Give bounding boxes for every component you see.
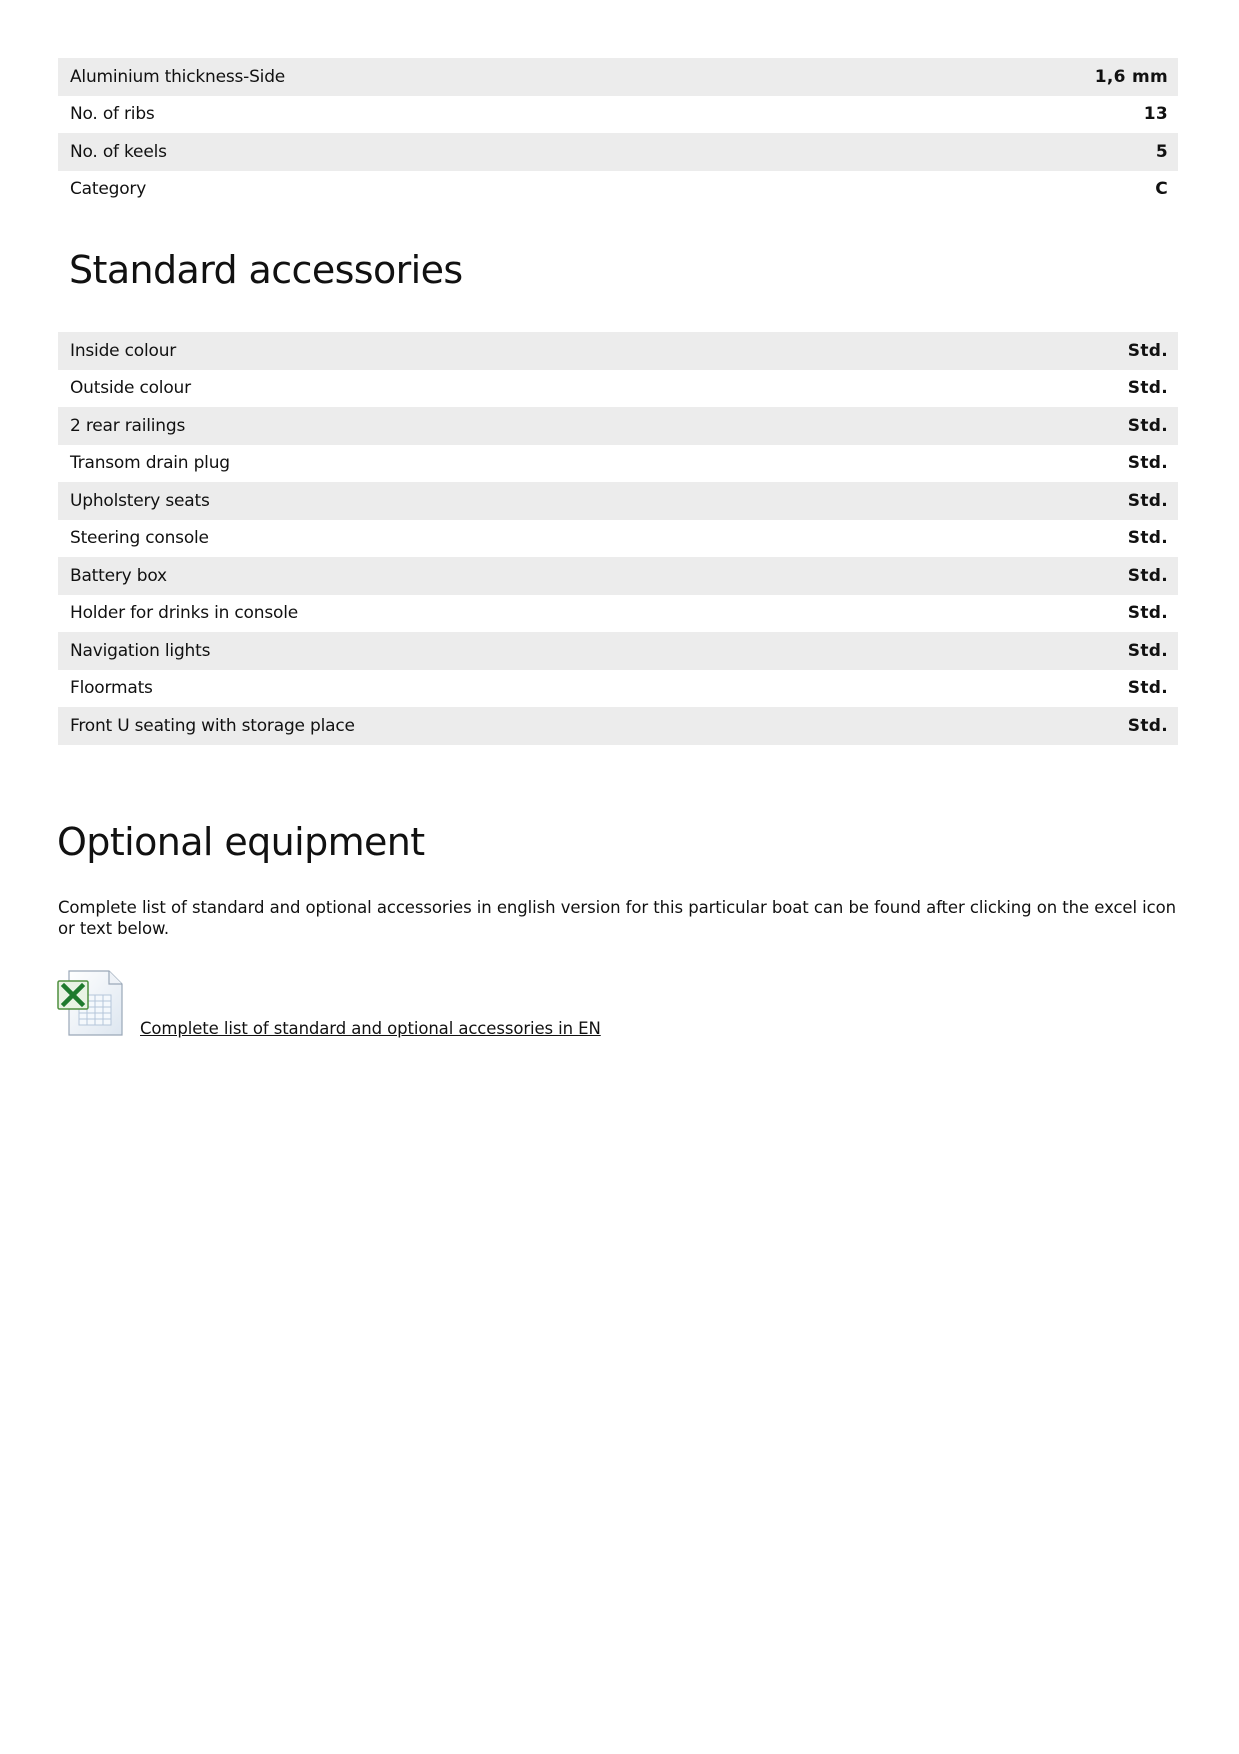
accessory-label: Inside colour	[70, 340, 177, 361]
table-row	[58, 707, 1178, 745]
table-row	[58, 595, 1178, 633]
standard-accessories-heading: Standard accessories	[69, 248, 463, 292]
accessory-value: Std.	[1127, 453, 1168, 474]
table-row	[58, 632, 1178, 670]
accessory-label: Transom drain plug	[70, 453, 230, 474]
accessory-label: Battery box	[70, 565, 167, 586]
accessory-value: Std.	[1127, 678, 1168, 699]
spec-value: C	[1155, 179, 1168, 200]
table-row	[58, 332, 1178, 370]
accessory-label: Steering console	[70, 528, 209, 549]
table-row	[58, 96, 1178, 134]
spec-value: 5	[1155, 141, 1168, 162]
spec-label: No. of ribs	[70, 104, 155, 125]
spec-label: Category	[70, 179, 147, 200]
accessory-value: Std.	[1127, 640, 1168, 661]
accessory-label: Outside colour	[70, 378, 191, 399]
spec-label: Aluminium thickness-Side	[70, 66, 286, 87]
table-row	[58, 445, 1178, 483]
accessory-label: Floormats	[70, 678, 153, 699]
accessory-value: Std.	[1127, 340, 1168, 361]
accessory-label: Upholstery seats	[70, 490, 210, 511]
optional-equipment-heading: Optional equipment	[57, 820, 425, 864]
accessory-value: Std.	[1127, 490, 1168, 511]
spec-value: 1,6 mm	[1094, 66, 1168, 87]
table-row	[58, 407, 1178, 445]
optional-equipment-description: Complete list of standard and optional accessories in english version for this particular boat can be found after clicking on the excel icon or text below.	[58, 898, 1176, 938]
accessory-label: 2 rear railings	[70, 415, 186, 436]
accessories-list-download-link[interactable]: Complete list of standard and optional accessories in EN	[140, 1019, 601, 1038]
table-row	[58, 58, 1178, 96]
excel-file-icon-graphic	[57, 969, 125, 1037]
accessory-value: Std.	[1127, 715, 1168, 736]
specifications-table	[58, 58, 1178, 208]
table-row	[58, 171, 1178, 209]
accessory-label: Holder for drinks in console	[70, 603, 298, 624]
table-row	[58, 520, 1178, 558]
table-row	[58, 557, 1178, 595]
accessory-value: Std.	[1127, 415, 1168, 436]
accessory-value: Std.	[1127, 528, 1168, 549]
accessory-value: Std.	[1127, 378, 1168, 399]
spec-value: 13	[1143, 104, 1168, 125]
accessory-label: Navigation lights	[70, 640, 211, 661]
accessory-value: Std.	[1127, 565, 1168, 586]
spec-label: No. of keels	[70, 141, 167, 162]
excel-file-icon[interactable]	[57, 969, 125, 1037]
standard-accessories-table	[58, 332, 1178, 745]
table-row	[58, 370, 1178, 408]
table-row	[58, 670, 1178, 708]
accessory-label: Front U seating with storage place	[70, 715, 355, 736]
table-row	[58, 482, 1178, 520]
accessory-value: Std.	[1127, 603, 1168, 624]
table-row	[58, 133, 1178, 171]
